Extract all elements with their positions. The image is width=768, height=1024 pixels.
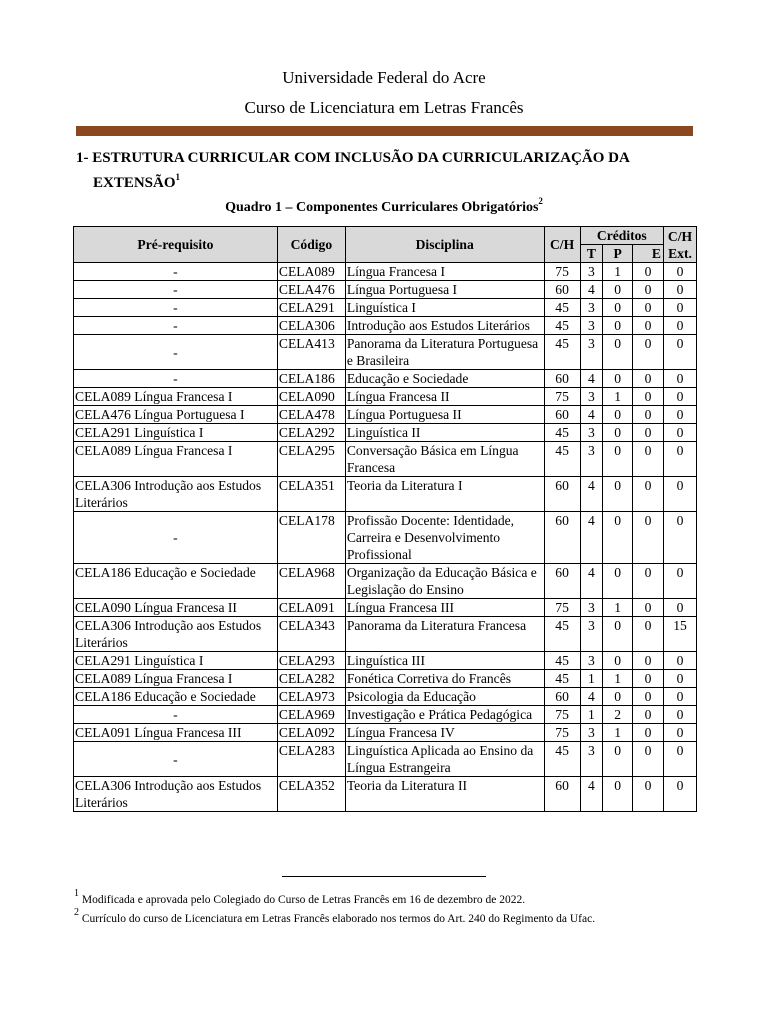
row-ch-ext: 0 (664, 442, 697, 477)
row-credits-t: 3 (580, 617, 603, 652)
header-credits: Créditos (580, 227, 663, 245)
table-row (74, 688, 697, 706)
row-ch: 45 (544, 670, 580, 688)
row-discipline: Investigação e Prática Pedagógica (345, 706, 544, 724)
row-code: CELA292 (277, 424, 345, 442)
header-discipline: Disciplina (345, 227, 544, 263)
row-prereq: CELA091 Língua Francesa III (74, 724, 278, 742)
row-prereq: CELA186 Educação e Sociedade (74, 564, 278, 599)
row-credits-t: 3 (580, 317, 603, 335)
row-code: CELA089 (277, 263, 345, 281)
row-ch-ext: 0 (664, 652, 697, 670)
row-code: CELA282 (277, 670, 345, 688)
row-credits-p: 1 (603, 724, 633, 742)
row-prereq: CELA089 Língua Francesa I (74, 388, 278, 406)
row-ch-ext: 0 (664, 299, 697, 317)
row-discipline: Linguística III (345, 652, 544, 670)
row-credits-p: 0 (603, 688, 633, 706)
row-ch-ext: 0 (664, 688, 697, 706)
footnote-1-text: Modificada e aprovada pelo Colegiado do Curso de Letras Francês em 16 de dezembro de 2022. (81, 894, 526, 906)
row-ch-ext: 0 (664, 424, 697, 442)
row-credits-t: 3 (580, 388, 603, 406)
row-credits-p: 0 (603, 317, 633, 335)
row-prereq: CELA476 Língua Portuguesa I (74, 406, 278, 424)
course-name: Curso de Licenciatura em Letras Francês (244, 98, 524, 117)
row-ch-ext: 0 (664, 564, 697, 599)
header-ch: C/H (544, 227, 580, 263)
row-prereq: CELA186 Educação e Sociedade (74, 688, 278, 706)
table-row (74, 424, 697, 442)
row-prereq: CELA090 Língua Francesa II (74, 599, 278, 617)
row-credits-t: 4 (580, 512, 603, 564)
row-credits-e: 0 (633, 281, 664, 299)
footnote-1-mark: 1 (74, 888, 79, 900)
row-discipline: Fonética Corretiva do Francês (345, 670, 544, 688)
row-ch-ext: 0 (664, 263, 697, 281)
row-credits-p: 0 (603, 299, 633, 317)
row-discipline: Teoria da Literatura II (345, 777, 544, 812)
row-prereq: CELA291 Linguística I (74, 424, 278, 442)
row-ch: 45 (544, 335, 580, 370)
row-discipline: Profissão Docente: Identidade, Carreira e Desenvolvimento Profissional (345, 512, 544, 564)
row-prereq: CELA291 Linguística I (74, 652, 278, 670)
row-credits-e: 0 (633, 777, 664, 812)
row-prereq: - (74, 281, 278, 299)
table-row (74, 564, 697, 599)
row-credits-t: 3 (580, 742, 603, 777)
row-ch: 75 (544, 599, 580, 617)
row-ch: 60 (544, 564, 580, 599)
row-code: CELA293 (277, 652, 345, 670)
row-credits-p: 0 (603, 512, 633, 564)
footnote-2 (74, 907, 596, 925)
row-code: CELA969 (277, 706, 345, 724)
row-discipline: Língua Portuguesa II (345, 406, 544, 424)
row-credits-t: 3 (580, 652, 603, 670)
row-credits-t: 3 (580, 599, 603, 617)
row-credits-t: 3 (580, 442, 603, 477)
row-prereq: - (74, 317, 278, 335)
footnote-2-mark: 2 (74, 907, 79, 919)
row-code: CELA351 (277, 477, 345, 512)
row-ch-ext: 0 (664, 706, 697, 724)
table-row (74, 406, 697, 424)
section-title-continued (93, 172, 181, 192)
table-row (74, 670, 697, 688)
section-title-line2: EXTENSÃO (93, 175, 176, 191)
row-discipline: Linguística Aplicada ao Ensino da Língua Estrangeira (345, 742, 544, 777)
row-credits-t: 4 (580, 406, 603, 424)
row-credits-p: 0 (603, 564, 633, 599)
row-credits-e: 0 (633, 599, 664, 617)
table-row (74, 442, 697, 477)
table-row (74, 477, 697, 512)
row-ch: 60 (544, 512, 580, 564)
row-prereq: CELA306 Introdução aos Estudos Literários (74, 477, 278, 512)
row-credits-e: 0 (633, 617, 664, 652)
footnote-ref-1[interactable]: 1 (175, 172, 181, 182)
row-credits-e: 0 (633, 706, 664, 724)
row-credits-p: 0 (603, 742, 633, 777)
row-ch-ext: 0 (664, 724, 697, 742)
row-prereq: - (74, 335, 278, 370)
row-ch-ext: 0 (664, 477, 697, 512)
table-row (74, 317, 697, 335)
row-credits-t: 1 (580, 706, 603, 724)
row-code: CELA968 (277, 564, 345, 599)
table-row (74, 370, 697, 388)
row-ch: 45 (544, 442, 580, 477)
row-ch: 75 (544, 706, 580, 724)
row-prereq: - (74, 370, 278, 388)
row-discipline: Panorama da Literatura Francesa (345, 617, 544, 652)
row-discipline: Língua Francesa III (345, 599, 544, 617)
row-credits-p: 0 (603, 370, 633, 388)
row-code: CELA306 (277, 317, 345, 335)
row-credits-e: 0 (633, 564, 664, 599)
row-credits-t: 3 (580, 299, 603, 317)
row-prereq: CELA089 Língua Francesa I (74, 442, 278, 477)
row-credits-e: 0 (633, 652, 664, 670)
row-ch: 60 (544, 777, 580, 812)
row-prereq: - (74, 512, 278, 564)
row-ch: 75 (544, 263, 580, 281)
table-row (74, 706, 697, 724)
row-credits-p: 0 (603, 406, 633, 424)
table-row (74, 599, 697, 617)
row-credits-t: 4 (580, 688, 603, 706)
header-credits-e: E (633, 245, 664, 263)
row-credits-t: 1 (580, 670, 603, 688)
row-credits-e: 0 (633, 424, 664, 442)
row-ch-ext: 0 (664, 512, 697, 564)
row-discipline: Linguística II (345, 424, 544, 442)
row-credits-t: 4 (580, 777, 603, 812)
row-discipline: Teoria da Literatura I (345, 477, 544, 512)
table-caption-text: Quadro 1 – Componentes Curriculares Obrigatórios (225, 200, 539, 215)
row-code: CELA090 (277, 388, 345, 406)
row-discipline: Conversação Básica em Língua Francesa (345, 442, 544, 477)
row-discipline: Língua Francesa II (345, 388, 544, 406)
row-credits-t: 4 (580, 370, 603, 388)
row-ch-ext: 0 (664, 599, 697, 617)
table-row (74, 388, 697, 406)
row-ch: 60 (544, 281, 580, 299)
row-ch-ext: 0 (664, 406, 697, 424)
row-credits-e: 0 (633, 406, 664, 424)
table-row (74, 512, 697, 564)
header-prereq: Pré-requisito (74, 227, 278, 263)
row-credits-e: 0 (633, 317, 664, 335)
row-ch-ext: 0 (664, 370, 697, 388)
row-credits-p: 0 (603, 424, 633, 442)
row-credits-p: 1 (603, 599, 633, 617)
row-ch-ext: 0 (664, 281, 697, 299)
curriculum-table (73, 226, 697, 812)
row-prereq: - (74, 706, 278, 724)
row-credits-p: 0 (603, 477, 633, 512)
row-prereq: CELA306 Introdução aos Estudos Literários (74, 777, 278, 812)
row-ch-ext: 0 (664, 335, 697, 370)
row-credits-p: 0 (603, 777, 633, 812)
row-credits-e: 0 (633, 299, 664, 317)
row-credits-e: 0 (633, 742, 664, 777)
row-credits-p: 0 (603, 652, 633, 670)
table-row (74, 777, 697, 812)
row-credits-e: 0 (633, 512, 664, 564)
row-code: CELA186 (277, 370, 345, 388)
row-credits-e: 0 (633, 388, 664, 406)
row-prereq: - (74, 263, 278, 281)
row-credits-p: 0 (603, 335, 633, 370)
row-ch: 45 (544, 317, 580, 335)
table-row (74, 281, 697, 299)
row-code: CELA476 (277, 281, 345, 299)
row-credits-e: 0 (633, 688, 664, 706)
table-row (74, 617, 697, 652)
row-credits-e: 0 (633, 263, 664, 281)
header-code: Código (277, 227, 345, 263)
row-ch-ext: 0 (664, 777, 697, 812)
row-credits-t: 4 (580, 477, 603, 512)
row-code: CELA478 (277, 406, 345, 424)
row-prereq: CELA306 Introdução aos Estudos Literários (74, 617, 278, 652)
row-credits-p: 0 (603, 281, 633, 299)
row-ch: 75 (544, 388, 580, 406)
row-code: CELA092 (277, 724, 345, 742)
row-discipline: Organização da Educação Básica e Legislação do Ensino (345, 564, 544, 599)
row-credits-e: 0 (633, 442, 664, 477)
table-row (74, 742, 697, 777)
row-credits-t: 3 (580, 424, 603, 442)
row-credits-t: 3 (580, 335, 603, 370)
row-code: CELA091 (277, 599, 345, 617)
university-name: Universidade Federal do Acre (282, 68, 486, 87)
row-code: CELA295 (277, 442, 345, 477)
row-ch: 45 (544, 652, 580, 670)
row-discipline: Linguística I (345, 299, 544, 317)
section-title (76, 150, 630, 167)
row-credits-e: 0 (633, 370, 664, 388)
row-ch: 60 (544, 477, 580, 512)
row-code: CELA973 (277, 688, 345, 706)
row-discipline: Língua Portuguesa I (345, 281, 544, 299)
table-row (74, 335, 697, 370)
row-credits-p: 0 (603, 442, 633, 477)
row-ch: 60 (544, 688, 580, 706)
row-ch: 45 (544, 424, 580, 442)
table-row (74, 299, 697, 317)
row-credits-e: 0 (633, 477, 664, 512)
footnote-2-text: Currículo do curso de Licenciatura em Letras Francês elaborado nos termos do Art. 240 do Regimento da Ufac. (81, 913, 596, 925)
header-ch-ext: C/H Ext. (664, 227, 697, 263)
row-credits-t: 3 (580, 724, 603, 742)
row-discipline: Panorama da Literatura Portuguesa e Brasileira (345, 335, 544, 370)
row-ch-ext: 15 (664, 617, 697, 652)
row-prereq: - (74, 742, 278, 777)
row-credits-t: 3 (580, 263, 603, 281)
header-credits-p: P (603, 245, 633, 263)
header-credits-t: T (580, 245, 603, 263)
row-credits-e: 0 (633, 670, 664, 688)
row-prereq: - (74, 299, 278, 317)
row-credits-p: 1 (603, 670, 633, 688)
footnote-1 (74, 888, 526, 906)
row-ch: 45 (544, 742, 580, 777)
table-row (74, 724, 697, 742)
row-discipline: Língua Francesa I (345, 263, 544, 281)
section-title-line1: 1- ESTRUTURA CURRICULAR COM INCLUSÃO DA CURRICULARIZAÇÃO DA (76, 150, 630, 166)
row-discipline: Educação e Sociedade (345, 370, 544, 388)
row-ch-ext: 0 (664, 670, 697, 688)
row-discipline: Língua Francesa IV (345, 724, 544, 742)
row-credits-e: 0 (633, 724, 664, 742)
row-code: CELA291 (277, 299, 345, 317)
row-ch: 45 (544, 617, 580, 652)
row-ch-ext: 0 (664, 317, 697, 335)
row-ch: 60 (544, 370, 580, 388)
table-caption (0, 196, 768, 216)
row-credits-p: 1 (603, 388, 633, 406)
row-credits-p: 2 (603, 706, 633, 724)
row-credits-e: 0 (633, 335, 664, 370)
row-ch: 45 (544, 299, 580, 317)
row-ch-ext: 0 (664, 742, 697, 777)
table-row (74, 652, 697, 670)
row-credits-p: 1 (603, 263, 633, 281)
row-prereq: CELA089 Língua Francesa I (74, 670, 278, 688)
table-body (74, 263, 697, 812)
header-divider (76, 126, 693, 136)
row-credits-t: 4 (580, 281, 603, 299)
footnote-divider (282, 876, 486, 877)
footnote-ref-2[interactable]: 2 (538, 196, 543, 207)
row-discipline: Psicologia da Educação (345, 688, 544, 706)
row-ch: 60 (544, 406, 580, 424)
row-code: CELA343 (277, 617, 345, 652)
row-code: CELA352 (277, 777, 345, 812)
row-credits-p: 0 (603, 617, 633, 652)
row-code: CELA413 (277, 335, 345, 370)
table-row (74, 263, 697, 281)
row-ch-ext: 0 (664, 388, 697, 406)
row-code: CELA283 (277, 742, 345, 777)
row-discipline: Introdução aos Estudos Literários (345, 317, 544, 335)
row-credits-t: 4 (580, 564, 603, 599)
row-ch: 75 (544, 724, 580, 742)
row-code: CELA178 (277, 512, 345, 564)
